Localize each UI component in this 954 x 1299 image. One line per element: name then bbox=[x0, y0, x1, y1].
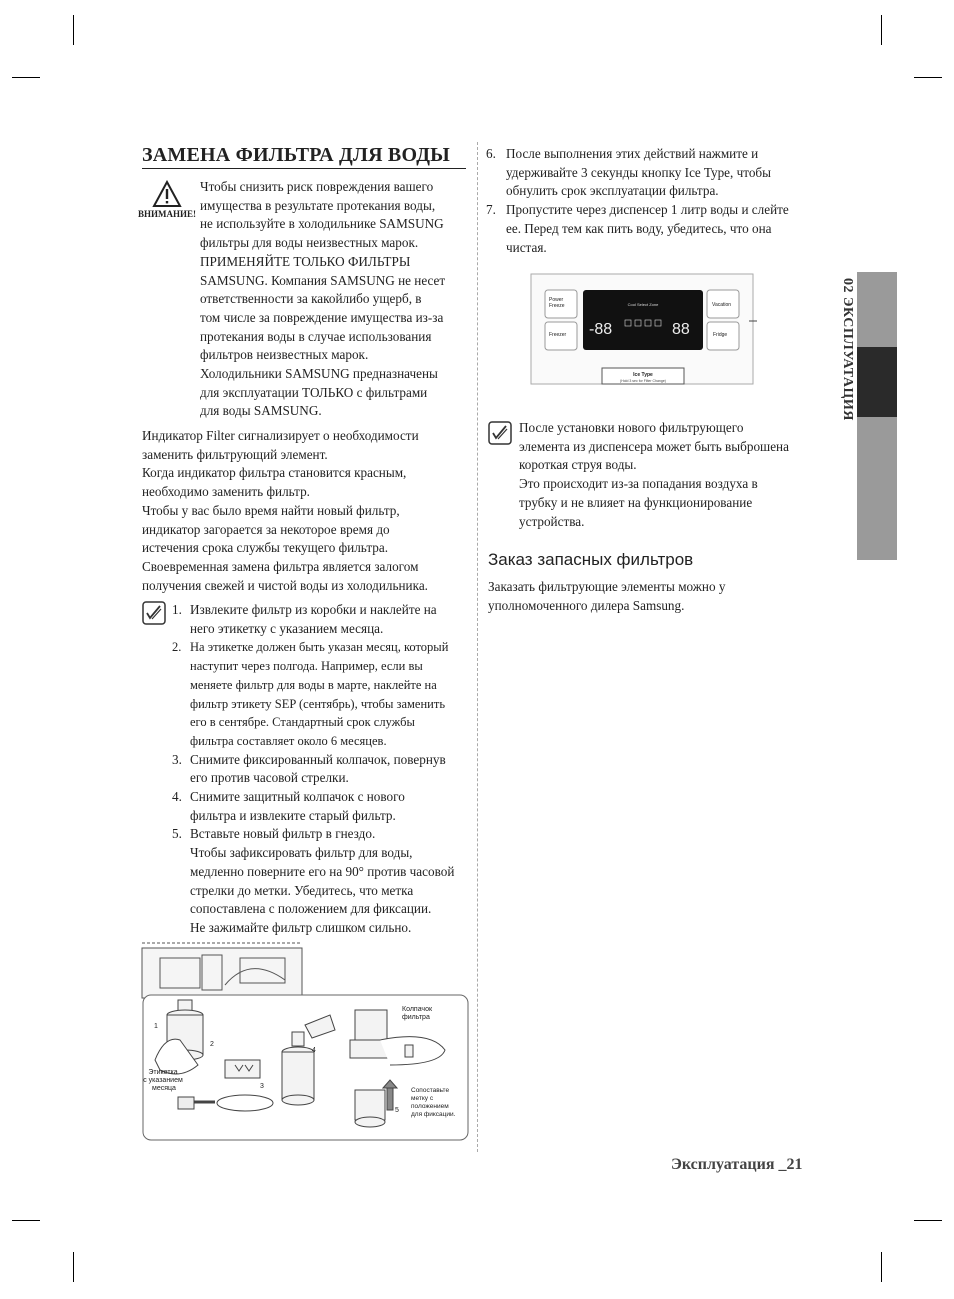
fridge-label: Fridge bbox=[713, 332, 728, 338]
step-num: 2 bbox=[210, 1041, 214, 1048]
ice-type-hint: (Hold 3 sec for Filter Change) bbox=[620, 379, 666, 383]
step-number: 2. bbox=[172, 640, 182, 655]
text-line: устройства. bbox=[519, 513, 585, 529]
step-num: 3 bbox=[260, 1083, 264, 1090]
text-line: фильтры для воды неизвестных марок. bbox=[200, 235, 419, 251]
text-line: Заказать фильтрующие элементы можно у bbox=[488, 579, 726, 594]
text-line: элемента из диспенсера может быть выброшена bbox=[519, 438, 789, 454]
text-line: Чтобы у вас было время найти новый фильтр, bbox=[142, 502, 400, 518]
crop-mark bbox=[73, 15, 74, 45]
step-number: 6. bbox=[486, 146, 496, 161]
crop-mark bbox=[12, 1220, 40, 1221]
step-number: 4. bbox=[172, 789, 182, 805]
text-line: короткая струя воды. bbox=[519, 457, 637, 473]
step-text: него этикетку с указанием месяца. bbox=[190, 620, 384, 636]
step-text: Чтобы зафиксировать фильтр для воды, bbox=[190, 845, 413, 861]
freezer-label: Freezer bbox=[549, 332, 567, 338]
text-line: для воды SAMSUNG. bbox=[200, 403, 322, 419]
step-text: ее. Перед тем как пить воду, убедитесь, что она bbox=[506, 220, 772, 236]
step-text: его в сентябре. Стандартный срок службы bbox=[190, 715, 415, 730]
vacation-label: Vacation bbox=[712, 302, 732, 308]
crop-mark bbox=[914, 1220, 942, 1221]
step-text: Вставьте новый фильтр в гнездо. bbox=[190, 826, 376, 842]
crop-mark bbox=[914, 77, 942, 78]
step-text: обнулить срок эксплуатации фильтра. bbox=[506, 183, 719, 199]
text-line: получения свежей и чистой воды из холодильника. bbox=[142, 577, 428, 593]
warning-label: ВНИМАНИЕ! bbox=[138, 209, 196, 219]
step-item bbox=[172, 751, 468, 788]
step-item bbox=[172, 601, 468, 638]
sticker-label: Этикетка с указанием месяца bbox=[143, 1069, 183, 1092]
step-item bbox=[486, 145, 812, 201]
fridge-digits: 88 bbox=[672, 321, 690, 338]
order-text bbox=[488, 578, 788, 615]
column-divider bbox=[477, 142, 478, 1152]
step-number: 5. bbox=[172, 826, 182, 842]
step-item bbox=[486, 201, 812, 257]
crop-mark bbox=[881, 15, 882, 45]
text-line: том числе за повреждение имущества из-за bbox=[200, 309, 444, 325]
text-line: не используйте в холодильнике SAMSUNG bbox=[200, 216, 444, 232]
crop-mark bbox=[881, 1252, 882, 1282]
text-line: имущества в результате протекания воды, bbox=[200, 197, 436, 213]
cap-label: Колпачок фильтра bbox=[402, 1006, 433, 1021]
right-steps-list bbox=[486, 145, 812, 257]
step-text: После выполнения этих действий нажмите и bbox=[506, 146, 759, 161]
step-text: чистая. bbox=[506, 239, 547, 255]
step-num: 5 bbox=[395, 1107, 399, 1114]
step-text: На этикетке должен быть указан месяц, который bbox=[190, 640, 449, 655]
warning-triangle-icon bbox=[152, 180, 182, 208]
indicator-text bbox=[142, 427, 472, 595]
steps-list bbox=[172, 601, 468, 938]
text-line: ответственности за какойлибо ущерб, в bbox=[200, 291, 422, 307]
step-item bbox=[172, 638, 468, 750]
text-line: необходимо заменить фильтр. bbox=[142, 484, 310, 500]
page-footer: Эксплуатация _21 bbox=[671, 1156, 803, 1173]
text-line: ПРИМЕНЯЙТЕ ТОЛЬКО ФИЛЬТРЫ bbox=[200, 253, 411, 269]
step-text: Пропустите через диспенсер 1 литр воды и слейте bbox=[506, 202, 789, 218]
text-line: SAMSUNG. Компания SAMSUNG не несет bbox=[200, 272, 446, 288]
text-line: Индикатор Filter сигнализирует о необходимости bbox=[142, 428, 419, 443]
step-text: медленно поверните его на 90° против часовой bbox=[190, 863, 455, 879]
step-item bbox=[172, 825, 468, 937]
text-line: трубку и не влияет на функционирование bbox=[519, 494, 753, 510]
ice-type-label: Ice Type bbox=[633, 372, 653, 378]
text-line: фильтров неизвестных марок. bbox=[200, 347, 369, 363]
text-line: для эксплуатации ТОЛЬКО с фильтрами bbox=[200, 384, 428, 400]
step-text: Не зажимайте фильтр слишком сильно. bbox=[190, 919, 412, 935]
cool-select-label: Cool Select Zone bbox=[627, 302, 659, 307]
order-heading: Заказ запасных фильтров bbox=[488, 550, 694, 569]
step-number: 1. bbox=[172, 602, 182, 617]
step-text: фильтр этикету SEP (сентябрь), чтобы заменить bbox=[190, 696, 446, 711]
step-text: его против часовой стрелки. bbox=[190, 770, 349, 786]
text-line: уполномоченного дилера Samsung. bbox=[488, 597, 685, 613]
warning-text bbox=[200, 178, 468, 421]
chapter-side-tab bbox=[829, 272, 897, 560]
text-line: заменить фильтрующий элемент. bbox=[142, 446, 328, 462]
step-text: Снимите защитный колпачок с нового bbox=[190, 789, 405, 805]
step-text: фильтра и извлеките старый фильтр. bbox=[190, 807, 396, 823]
step-num: 1 bbox=[154, 1023, 158, 1030]
text-line: протекания воды в случае использования bbox=[200, 328, 432, 344]
right-note-text bbox=[519, 419, 814, 531]
step-text: Извлеките фильтр из коробки и наклейте на bbox=[190, 602, 437, 617]
page-title: ЗАМЕНА ФИЛЬТРА ДЛЯ ВОДЫ bbox=[142, 144, 466, 169]
step-text: меняете фильтр для воды в марте, наклейте на bbox=[190, 677, 437, 692]
text-line: Своевременная замена фильтра является залогом bbox=[142, 558, 419, 574]
align-label: Сопоставьте метку с положением для фиксации. bbox=[411, 1087, 456, 1118]
crop-mark bbox=[73, 1252, 74, 1282]
filter-replacement-illustration bbox=[140, 940, 470, 1143]
step-text: фильтра составляет около 6 месяцев. bbox=[190, 733, 387, 748]
text-line: Холодильники SAMSUNG предназначены bbox=[200, 366, 438, 382]
step-number: 7. bbox=[486, 202, 496, 218]
text-line: индикатор загорается за некоторое время до bbox=[142, 521, 390, 537]
step-text: стрелки до метки. Убедитесь, что метка bbox=[190, 882, 414, 898]
text-line: истечения срока службы текущего фильтра. bbox=[142, 540, 388, 556]
note-pencil-icon bbox=[488, 421, 512, 445]
power-freeze-label: Power Freeze bbox=[549, 297, 565, 309]
text-line: После установки нового фильтрующего bbox=[519, 420, 744, 435]
control-panel-illustration bbox=[529, 272, 757, 388]
freezer-digits: -88 bbox=[589, 321, 613, 338]
text-line: Когда индикатор фильтра становится красным, bbox=[142, 465, 407, 481]
text-line: Чтобы снизить риск повреждения вашего bbox=[200, 179, 434, 194]
step-item bbox=[172, 788, 468, 825]
crop-mark bbox=[12, 77, 40, 78]
text-line: Это происходит из-за попадания воздуха в bbox=[519, 476, 758, 492]
step-num: 4 bbox=[312, 1047, 316, 1054]
side-tab-label: 02 ЭКСПЛУАТАЦИЯ bbox=[840, 278, 855, 421]
step-text: сопоставлена с положением для фиксации. bbox=[190, 901, 432, 917]
step-text: наступит через полгода. Например, если вы bbox=[190, 659, 423, 674]
dispenser-sketch bbox=[142, 943, 302, 998]
step-text: удерживайте 3 секунды кнопку Ice Type, чтобы bbox=[506, 164, 771, 180]
step-text: Снимите фиксированный колпачок, повернув bbox=[190, 751, 446, 767]
step-number: 3. bbox=[172, 751, 182, 767]
note-pencil-icon bbox=[142, 601, 166, 625]
